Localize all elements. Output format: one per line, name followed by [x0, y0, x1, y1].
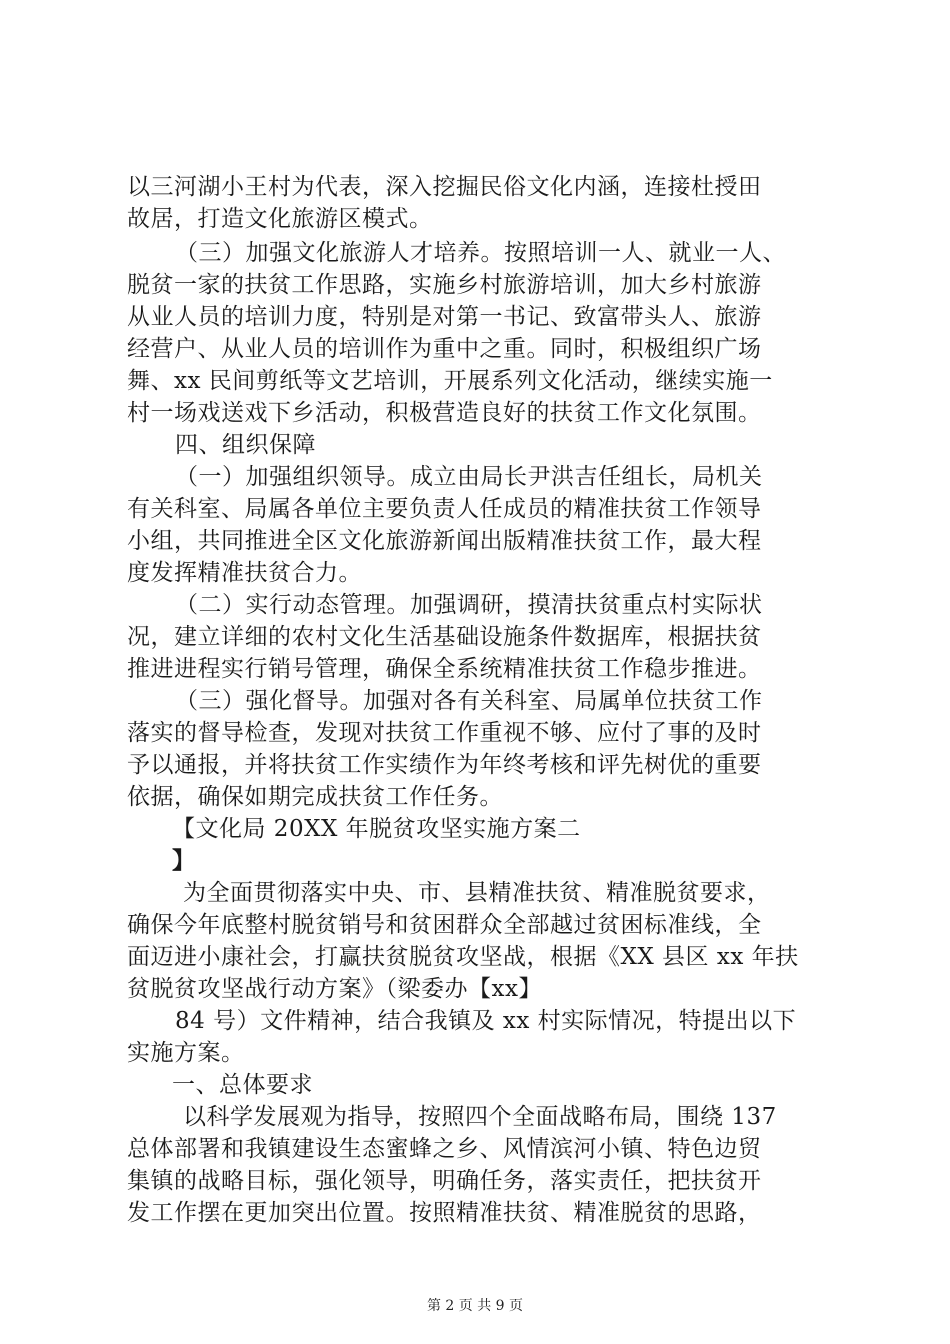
text-line: （二）实行动态管理。加强调研，摸清扶贫重点村实际状	[175, 592, 763, 618]
text-line: 依据，确保如期完成扶贫工作任务。	[127, 784, 503, 810]
text-line: 总体部署和我镇建设生态蜜蜂之乡、风情滨河小镇、特色边贸	[127, 1136, 762, 1162]
text-line: （三）强化督导。加强对各有关科室、局属单位扶贫工作	[175, 688, 763, 714]
page-number-footer: 第 2 页 共 9 页	[426, 1298, 524, 1314]
document-subtitle: 【文化局 20XX 年脱贫攻坚实施方案二	[172, 816, 581, 842]
text-line: 脱贫一家的扶贫工作思路，实施乡村旅游培训，加大乡村旅游	[127, 272, 762, 298]
text-line: 发工作摆在更加突出位置。按照精准扶贫、精准脱贫的思路，	[127, 1200, 762, 1226]
text-line: 确保今年底整村脱贫销号和贫困群众全部越过贫困标准线，全	[127, 912, 762, 938]
section-heading: 四、组织保障	[175, 432, 316, 458]
text-line: 况，建立详细的农村文化生活基础设施条件数据库，根据扶贫	[127, 624, 762, 650]
section-heading: 一、总体要求	[172, 1072, 313, 1098]
text-line: （三）加强文化旅游人才培养。按照培训一人、就业一人、	[175, 240, 786, 266]
text-line: 从业人员的培训力度，特别是对第一书记、致富带头人、旅游	[127, 304, 762, 330]
text-line: 有关科室、局属各单位主要负责人任成员的精准扶贫工作领导	[127, 496, 762, 522]
text-line: 予以通报，并将扶贫工作实绩作为年终考核和评先树优的重要	[127, 752, 762, 778]
text-line: 村一场戏送戏下乡活动，积极营造良好的扶贫工作文化氛围。	[127, 400, 762, 426]
text-line: （一）加强组织领导。成立由局长尹洪吉任组长，局机关	[175, 464, 763, 490]
text-line: 面迈进小康社会，打赢扶贫脱贫攻坚战，根据《XX 县区 xx 年扶	[127, 944, 799, 970]
text-line: 经营户、从业人员的培训作为重中之重。同时，积极组织广场	[127, 336, 762, 362]
document-subtitle-bracket: 】	[172, 847, 196, 874]
text-line: 以三河湖小王村为代表，深入挖掘民俗文化内涵，连接杜授田	[127, 174, 762, 200]
text-line: 故居，打造文化旅游区模式。	[127, 206, 433, 232]
text-line: 集镇的战略目标，强化领导，明确任务，落实责任，把扶贫开	[127, 1168, 762, 1194]
text-line: 小组，共同推进全区文化旅游新闻出版精准扶贫工作，最大程	[127, 528, 762, 554]
text-line: 实施方案。	[127, 1040, 245, 1066]
text-line: 度发挥精准扶贫合力。	[127, 560, 362, 586]
text-line: 为全面贯彻落实中央、市、县精准扶贫、精准脱贫要求，	[183, 880, 771, 906]
text-line: 以科学发展观为指导，按照四个全面战略布局，围绕 137	[183, 1104, 777, 1130]
text-line: 推进进程实行销号管理，确保全系统精准扶贫工作稳步推进。	[127, 656, 762, 682]
text-line: 落实的督导检查，发现对扶贫工作重视不够、应付了事的及时	[127, 720, 762, 746]
text-line: 贫脱贫攻坚战行动方案》（梁委办【xx】	[127, 976, 542, 1002]
text-line: 84 号）文件精神，结合我镇及 xx 村实际情况，特提出以下	[175, 1008, 797, 1034]
text-line: 舞、xx 民间剪纸等文艺培训，开展系列文化活动，继续实施一	[127, 368, 773, 394]
